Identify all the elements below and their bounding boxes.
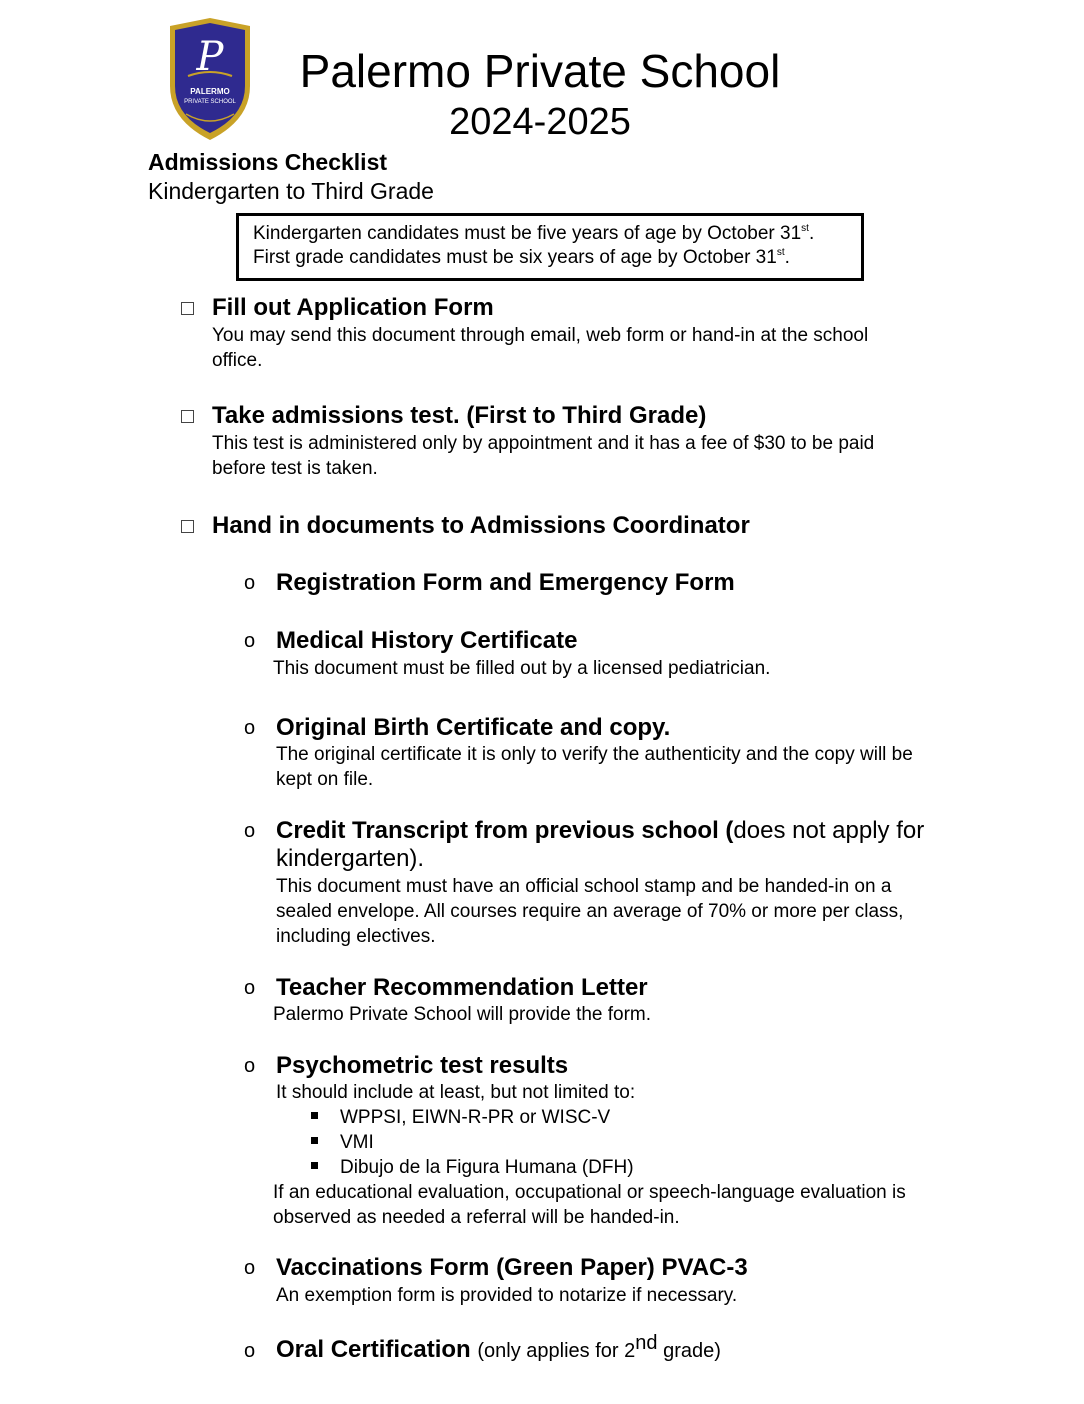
doc-title-transcript: Credit Transcript from previous school (does not apply for xyxy=(276,817,925,844)
doc-title-transcript-line2: kindergarten). xyxy=(276,845,425,872)
notice-line-2: First grade candidates must be six years of age by October 31st. xyxy=(253,247,790,268)
doc-title-medical: Medical History Certificate xyxy=(276,627,578,654)
doc-body-recommendation: Palermo Private School will provide the form. xyxy=(273,1004,652,1025)
psychometric-item: VMI xyxy=(340,1132,374,1153)
doc-title-registration: Registration Form and Emergency Form xyxy=(276,569,735,596)
checkbox-hand-in-documents[interactable] xyxy=(181,520,194,533)
checkbox-application[interactable] xyxy=(181,302,194,315)
age-requirement-notice xyxy=(236,213,864,281)
doc-intro-psychometric: It should include at least, but not limited to: xyxy=(276,1082,636,1103)
psychometric-item: WPPSI, EIWN-R-PR or WISC-V xyxy=(340,1107,611,1128)
bullet-oral: o xyxy=(244,1340,256,1362)
bullet-psychometric: o xyxy=(244,1055,256,1077)
doc-title-vaccinations: Vaccinations Form (Green Paper) PVAC-3 xyxy=(276,1254,748,1281)
doc-body-birth: The original certificate it is only to verify the authenticity and the copy will be kept on file. xyxy=(276,744,913,790)
psychometric-item: Dibujo de la Figura Humana (DFH) xyxy=(340,1157,634,1178)
bullet-vaccinations: o xyxy=(244,1257,256,1279)
square-bullet xyxy=(311,1137,318,1144)
bullet-registration: o xyxy=(244,572,256,594)
grade-range: Kindergarten to Third Grade xyxy=(148,178,434,204)
bullet-recommendation: o xyxy=(244,977,256,999)
doc-title-birth: Original Birth Certificate and copy. xyxy=(276,714,671,741)
square-bullet xyxy=(311,1162,318,1169)
step-title-application: Fill out Application Form xyxy=(212,294,494,321)
step-body-application: You may send this document through email, web form or hand-in at the school office. xyxy=(212,325,869,371)
checkbox-admissions-test[interactable] xyxy=(181,410,194,423)
checklist-title: Admissions Checklist xyxy=(148,149,388,175)
crest-monogram: P xyxy=(196,34,224,80)
school-year: 2024-2025 xyxy=(449,101,631,143)
bullet-medical: o xyxy=(244,630,256,652)
doc-title-psychometric: Psychometric test results xyxy=(276,1052,569,1079)
doc-body-medical: This document must be filled out by a licensed pediatrician. xyxy=(273,658,771,679)
crest-text-1: PALERMO xyxy=(190,87,230,96)
bullet-transcript: o xyxy=(244,820,256,842)
doc-note-psychometric: If an educational evaluation, occupational or speech-language evaluation is observed as needed a referral will be handed-in. xyxy=(273,1182,906,1228)
crest-text-2: PRIVATE SCHOOL xyxy=(184,99,236,105)
school-name: Palermo Private School xyxy=(299,45,781,97)
square-bullet xyxy=(311,1112,318,1119)
step-title-admissions-test: Take admissions test. (First to Third Grade) xyxy=(212,402,707,429)
step-body-admissions-test: This test is administered only by appointment and it has a fee of $30 to be paid before test is taken. xyxy=(212,433,875,479)
doc-title-recommendation: Teacher Recommendation Letter xyxy=(276,974,648,1001)
doc-body-transcript: This document must have an official school stamp and be handed-in on a sealed envelope. All courses require an average of 70% or more per class, including electives. xyxy=(276,876,904,947)
doc-body-vaccinations: An exemption form is provided to notarize if necessary. xyxy=(276,1285,738,1306)
doc-title-oral: Oral Certification (only applies for 2nd grade) xyxy=(276,1332,721,1363)
step-title-hand-in-documents: Hand in documents to Admissions Coordinator xyxy=(212,512,750,539)
notice-line-1: Kindergarten candidates must be five years of age by October 31st. xyxy=(253,223,815,244)
bullet-birth: o xyxy=(244,717,256,739)
